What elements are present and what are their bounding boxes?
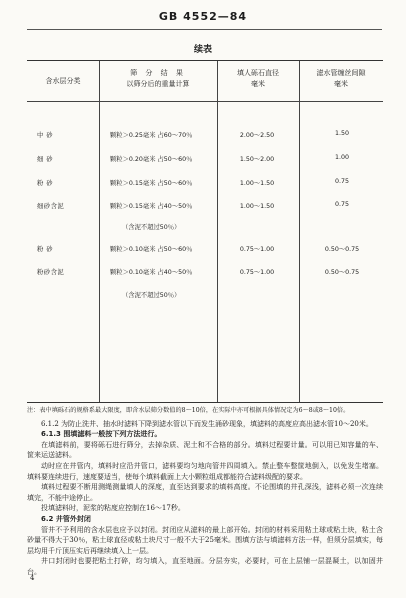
table-row-diameter: 0.75～1.00 bbox=[239, 269, 275, 276]
table-row-note: （含泥不超过50％） bbox=[122, 224, 181, 231]
table-row-name: 细 砂 bbox=[37, 156, 54, 163]
table-row-grading: 颗粒＞0.10毫米 占40～50％ bbox=[110, 269, 193, 276]
col-header-gap-title: 滤水管缠丝间隙 bbox=[316, 69, 366, 77]
table-caption: 续表 bbox=[193, 45, 212, 55]
body-text bbox=[27, 406, 383, 578]
col-header-sieve-title: 筛 分 结 果 bbox=[130, 69, 186, 77]
col-header-layer: 含水层分类 bbox=[45, 77, 81, 85]
table-row-note: （含泥不超过50％） bbox=[122, 292, 181, 299]
page-number: 4 bbox=[30, 574, 35, 582]
table-row-name: 粉砂含泥 bbox=[37, 269, 65, 276]
table-row-grading: 颗粒＞0.20毫米 占50～60％ bbox=[110, 156, 193, 163]
table-row-gap: 0.75 bbox=[334, 201, 350, 208]
table-row-gap: 1.50 bbox=[334, 130, 350, 137]
paragraph-6-1-2: 6.1.2 为防止洗井、抽水时滤料下降到滤水管以下而发生涌砂现象，填滤料的高度应高出滤水管10～20米。 bbox=[41, 419, 373, 428]
table-row-diameter: 1.00～1.50 bbox=[239, 203, 275, 210]
standard-header: GB 4552—84 bbox=[158, 10, 248, 23]
table-row-diameter: 1.50～2.00 bbox=[239, 156, 275, 163]
table-row-grading: 颗粒＞0.10毫米 占50～60％ bbox=[110, 246, 193, 253]
col-header-sieve-sub: 以筛分后的重量计算 bbox=[126, 80, 190, 88]
section-6-2: 6.2 井管外封闭 bbox=[41, 514, 91, 523]
table-row-grading: 颗粒＞0.25毫米 占60～70％ bbox=[110, 132, 193, 139]
table-row-diameter: 2.00～2.50 bbox=[239, 132, 275, 139]
table-footnote: 注：表中填砾石的规格系最大限度，即含水层筛分数值的8～10倍，在实际中亦可根据具体情况定为6～8或8～10倍。 bbox=[27, 407, 350, 414]
section-6-1-3: 6.1.3 围填滤料一般按下列方法进行。 bbox=[41, 430, 162, 439]
table-row-gap: 1.00 bbox=[334, 154, 350, 161]
table-row-grading: 颗粒＞0.15毫米 占40～50％ bbox=[110, 203, 193, 210]
grading-table bbox=[27, 60, 383, 403]
paragraph-6-2-a: 管井不予利用的含水层也应予以封闭。封闭应从滤料的最上部开始。封闭的材料采用粘土球或粘土块，粘土含砂量不得大于30％，粘土球直径或粘土块尺寸一般不大于25毫米。围填方法与填滤料方法一样，但须分层填实，每层均用千斤顶压实后再继续填入上一层。 bbox=[27, 525, 383, 555]
col-header-gap-unit: 毫米 bbox=[334, 80, 348, 88]
table-row-name: 粉 砂 bbox=[37, 246, 54, 253]
table-row-name: 中 砂 bbox=[37, 132, 54, 139]
paragraph-6-1-3-d: 投填滤料时，泥浆的粘度应控制在16～17秒。 bbox=[41, 504, 185, 513]
table-divider bbox=[299, 61, 300, 402]
table-row-diameter: 0.75～1.00 bbox=[239, 246, 275, 253]
col-header-filter bbox=[217, 68, 299, 90]
table-header-rule bbox=[27, 101, 383, 102]
paragraph-6-1-3-c: 填料过程要不断用测绳测量填人的深度，直至达到要求的填料高度。不论围填的井孔深浅，滤料必须一次连续填完，不能中途停止。 bbox=[27, 483, 383, 502]
table-divider bbox=[217, 61, 218, 402]
table-row-grading: 颗粒＞0.15毫米 占50～60％ bbox=[110, 180, 193, 187]
col-header-sieve bbox=[99, 68, 217, 90]
paragraph-6-1-3-a: 在填滤料前，要将砾石进行筛分，去掉杂质、泥土和不合格的部分。填料过程要计量。可以用已知容量的车、筐来运送滤料。 bbox=[27, 440, 383, 460]
table-divider bbox=[99, 61, 100, 402]
table-row-gap: 0.50～0.75 bbox=[324, 246, 360, 253]
paragraph-6-1-3-b: 动时应在井管内，填料时应沿井管口，滤料要均匀地向管井四周填入。禁止整车整筐地倒入，以免发生堵塞。填料要连续进行，速度要适当，使每个填料截面上大小颗粒组成都能符合滤料级配的要求。 bbox=[27, 461, 383, 481]
table-row-diameter: 1.00～1.50 bbox=[239, 180, 275, 187]
table-row-name: 粉 砂 bbox=[37, 180, 54, 187]
paragraph-6-2-b: 井口封闭时也要把粘土打碎，均匀填入，直至地面。分层夯实，必要时，可在上层铺一层混凝土，以加固井台。 bbox=[27, 557, 383, 576]
col-header-filter-unit: 毫米 bbox=[251, 80, 265, 88]
header-rule bbox=[27, 29, 382, 30]
col-header-gap bbox=[299, 68, 383, 90]
table-row-gap: 0.50～0.75 bbox=[324, 269, 360, 276]
table-row-name: 细砂含泥 bbox=[37, 203, 65, 210]
col-header-filter-title: 填人砾石直径 bbox=[237, 69, 279, 77]
table-row-gap: 0.75 bbox=[334, 178, 350, 185]
